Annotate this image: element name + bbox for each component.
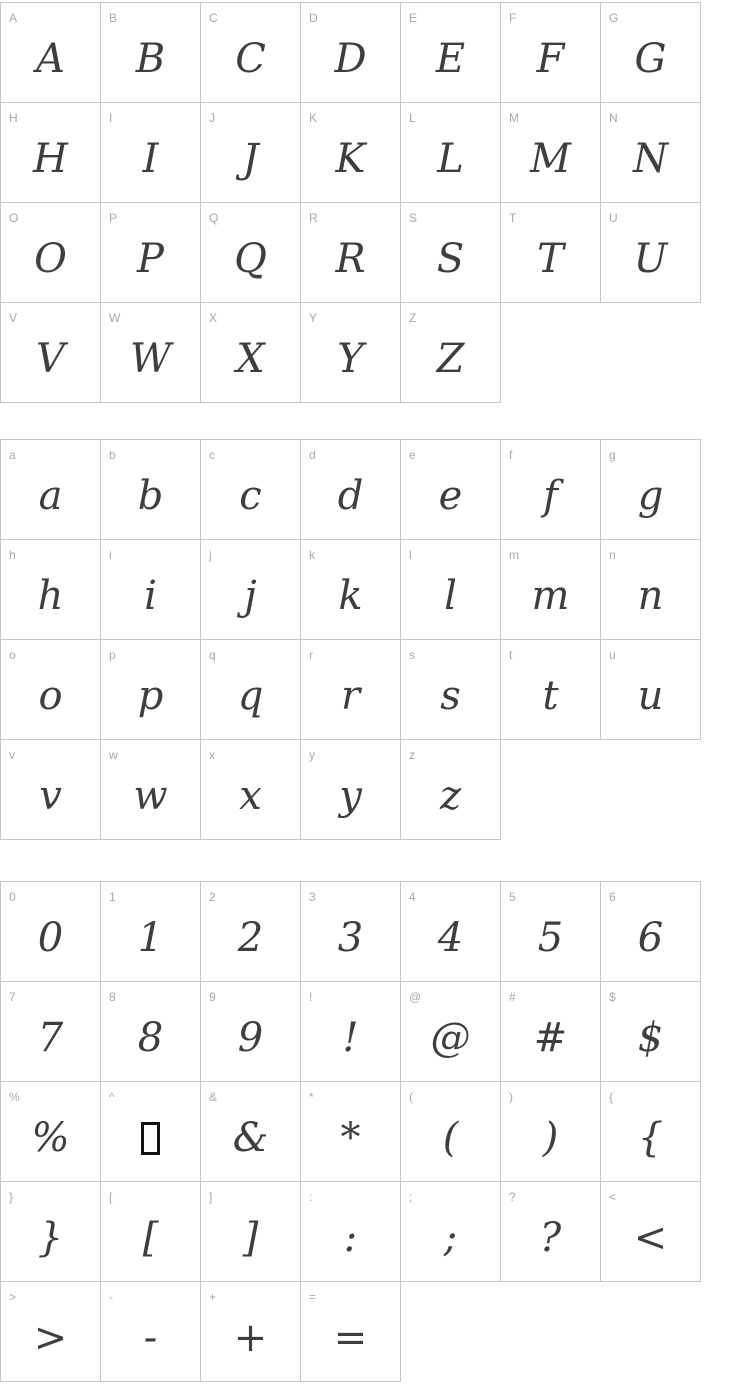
cell-glyph: J <box>242 135 259 182</box>
cell-label: 3 <box>309 890 316 904</box>
glyph-cell <box>401 3 501 103</box>
glyph-row <box>1 1082 701 1182</box>
glyph-cell <box>101 203 201 303</box>
cell-label: ( <box>409 1090 413 1104</box>
glyph-cell <box>301 1182 401 1282</box>
glyph-cell <box>301 1282 401 1382</box>
cell-label: b <box>109 448 116 462</box>
cell-glyph: C <box>235 35 266 82</box>
cell-glyph: ? <box>539 1214 562 1261</box>
cell-glyph: S <box>436 235 465 282</box>
cell-label: H <box>9 111 18 125</box>
glyph-cell <box>201 740 301 840</box>
glyph-cell <box>101 1082 201 1182</box>
glyph-cell <box>1 1282 101 1382</box>
glyph-cell <box>1 982 101 1082</box>
glyph-cell <box>1 303 101 403</box>
cell-glyph: u <box>637 672 664 719</box>
cell-label: v <box>9 748 15 762</box>
missing-glyph-box <box>141 1122 160 1155</box>
glyph-cell <box>1 103 101 203</box>
cell-glyph: D <box>334 35 367 82</box>
cell-label: G <box>609 11 619 25</box>
cell-glyph: E <box>435 35 466 82</box>
cell-label: 7 <box>9 990 16 1004</box>
glyph-cell <box>201 3 301 103</box>
glyph-cell <box>201 882 301 982</box>
cell-label: W <box>109 311 121 325</box>
cell-glyph: e <box>438 472 463 519</box>
cell-label: V <box>9 311 18 325</box>
cell-label: t <box>509 648 513 662</box>
cell-label: z <box>409 748 415 762</box>
cell-glyph: r <box>340 672 361 719</box>
cell-label: # <box>509 990 516 1004</box>
cell-glyph: F <box>536 35 565 82</box>
cell-glyph: t <box>542 672 559 719</box>
cell-label: 4 <box>409 890 416 904</box>
glyph-cell <box>1 1182 101 1282</box>
glyph-cell <box>601 882 701 982</box>
glyph-block-lowercase-letters <box>0 439 701 840</box>
cell-label: n <box>609 548 616 562</box>
glyph-cell <box>401 882 501 982</box>
cell-label: d <box>309 448 316 462</box>
glyph-cell <box>101 1182 201 1282</box>
cell-label: S <box>409 211 418 225</box>
cell-label: a <box>9 448 16 462</box>
cell-label: Z <box>409 311 417 325</box>
glyph-cell <box>1 1082 101 1182</box>
cell-glyph: R <box>335 235 366 282</box>
cell-glyph: P <box>137 235 164 282</box>
glyph-cell <box>301 640 401 740</box>
cell-label: P <box>109 211 118 225</box>
cell-glyph: m <box>531 572 570 619</box>
glyph-cell <box>101 540 201 640</box>
glyph-cell <box>201 303 301 403</box>
cell-label: * <box>309 1090 314 1104</box>
glyph-row <box>1 1282 701 1382</box>
cell-label: k <box>309 548 315 562</box>
cell-label: < <box>609 1190 617 1204</box>
glyph-cell <box>101 1282 201 1382</box>
cell-label: K <box>309 111 318 125</box>
cell-label: + <box>209 1290 217 1304</box>
cell-glyph: I <box>142 135 159 182</box>
cell-label: { <box>609 1090 614 1104</box>
cell-label: & <box>209 1090 218 1104</box>
glyph-cell <box>401 540 501 640</box>
cell-label: J <box>209 111 215 125</box>
cell-glyph: K <box>335 135 366 182</box>
cell-label: ) <box>509 1090 513 1104</box>
cell-label: 9 <box>209 990 216 1004</box>
cell-glyph: s <box>440 672 461 719</box>
glyph-cell <box>1 203 101 303</box>
glyph-cell <box>501 1182 601 1282</box>
cell-glyph: G <box>634 35 667 82</box>
glyph-cell <box>601 640 701 740</box>
glyph-row <box>1 740 701 840</box>
cell-glyph: ! <box>342 1014 359 1061</box>
glyph-cell <box>601 982 701 1082</box>
cell-glyph: @ <box>430 1014 471 1061</box>
cell-glyph: U <box>633 235 668 282</box>
cell-label: s <box>409 648 415 662</box>
glyph-block-numbers-and-symbols <box>0 881 701 1382</box>
cell-label: R <box>309 211 318 225</box>
cell-label: p <box>109 648 116 662</box>
cell-label: q <box>209 648 216 662</box>
glyph-cell <box>1 882 101 982</box>
glyph-cell <box>301 540 401 640</box>
cell-glyph: 9 <box>237 1014 264 1061</box>
glyph-cell <box>301 982 401 1082</box>
cell-glyph: y <box>339 772 362 819</box>
cell-glyph: k <box>338 572 363 619</box>
cell-glyph: & <box>232 1114 269 1161</box>
glyph-cell <box>601 1082 701 1182</box>
cell-glyph: > <box>33 1314 68 1361</box>
cell-label: 6 <box>609 890 616 904</box>
cell-label: $ <box>609 990 616 1004</box>
cell-glyph <box>101 1082 200 1181</box>
cell-glyph: [ <box>142 1214 159 1261</box>
glyph-cell <box>501 440 601 540</box>
cell-label: > <box>9 1290 17 1304</box>
cell-label: F <box>509 11 517 25</box>
glyph-cell <box>201 982 301 1082</box>
cell-label: T <box>509 211 517 225</box>
cell-glyph: j <box>244 572 257 619</box>
glyph-cell <box>301 882 401 982</box>
glyph-cell <box>1 740 101 840</box>
glyph-cell <box>401 982 501 1082</box>
cell-label: X <box>209 311 218 325</box>
glyph-cell <box>301 440 401 540</box>
cell-glyph: X <box>236 335 265 382</box>
glyph-cell <box>301 740 401 840</box>
cell-glyph: h <box>37 572 64 619</box>
cell-glyph: 6 <box>637 914 664 961</box>
cell-label: c <box>209 448 215 462</box>
cell-label: 1 <box>109 890 116 904</box>
cell-label: e <box>409 448 416 462</box>
cell-label: 8 <box>109 990 116 1004</box>
cell-label: j <box>209 548 212 562</box>
glyph-cell <box>301 3 401 103</box>
cell-label: 2 <box>209 890 216 904</box>
cell-glyph: g <box>637 472 664 519</box>
cell-glyph: % <box>31 1114 70 1161</box>
cell-glyph: $ <box>637 1014 664 1061</box>
glyph-cell <box>201 1282 301 1382</box>
glyph-cell <box>101 982 201 1082</box>
cell-label: I <box>109 111 113 125</box>
glyph-cell <box>601 103 701 203</box>
cell-label: [ <box>109 1190 113 1204</box>
cell-glyph: L <box>437 135 464 182</box>
glyph-cell <box>601 203 701 303</box>
cell-label: E <box>409 11 418 25</box>
glyph-row <box>1 303 701 403</box>
glyph-row <box>1 3 701 103</box>
cell-glyph: ( <box>442 1114 459 1161</box>
cell-label: g <box>609 448 616 462</box>
glyph-cell <box>101 3 201 103</box>
cell-label: L <box>409 111 416 125</box>
cell-glyph: - <box>143 1314 158 1361</box>
glyph-cell <box>501 640 601 740</box>
glyph-cell <box>401 103 501 203</box>
cell-glyph: A <box>36 35 65 82</box>
glyph-cell <box>601 540 701 640</box>
glyph-cell <box>101 303 201 403</box>
glyph-row <box>1 982 701 1082</box>
cell-glyph: Y <box>337 335 364 382</box>
cell-label: M <box>509 111 519 125</box>
cell-glyph: ] <box>242 1214 259 1261</box>
cell-label: C <box>209 11 218 25</box>
cell-label: ^ <box>109 1090 115 1104</box>
cell-glyph: 0 <box>37 914 64 961</box>
cell-label: f <box>509 448 513 462</box>
cell-glyph: O <box>34 235 67 282</box>
cell-label: ! <box>309 990 313 1004</box>
glyph-cell <box>201 203 301 303</box>
cell-label: h <box>9 548 16 562</box>
glyph-cell <box>201 440 301 540</box>
cell-label: % <box>9 1090 20 1104</box>
cell-label: - <box>109 1290 113 1304</box>
glyph-cell <box>401 740 501 840</box>
cell-glyph: i <box>144 572 157 619</box>
cell-label: r <box>309 648 313 662</box>
cell-glyph: w <box>133 772 168 819</box>
cell-label: m <box>509 548 519 562</box>
glyph-cell <box>1 440 101 540</box>
glyph-cell <box>301 1082 401 1182</box>
cell-glyph: * <box>340 1114 361 1161</box>
cell-label: w <box>109 748 118 762</box>
glyph-cell <box>101 440 201 540</box>
glyph-cell <box>501 103 601 203</box>
glyph-row <box>1 1182 701 1282</box>
glyph-cell <box>201 1182 301 1282</box>
cell-glyph: ) <box>542 1114 559 1161</box>
cell-glyph: v <box>39 772 62 819</box>
cell-label: N <box>609 111 618 125</box>
cell-label: D <box>309 11 318 25</box>
cell-glyph: n <box>637 572 664 619</box>
glyph-row <box>1 440 701 540</box>
cell-label: 5 <box>509 890 516 904</box>
glyph-cell <box>201 540 301 640</box>
cell-glyph: = <box>333 1314 368 1361</box>
cell-glyph: b <box>137 472 164 519</box>
glyph-cell <box>301 203 401 303</box>
cell-label: l <box>409 548 412 562</box>
glyph-cell <box>501 540 601 640</box>
glyph-cell <box>201 1082 301 1182</box>
cell-label: Y <box>309 311 318 325</box>
glyph-cell <box>501 203 601 303</box>
glyph-cell <box>501 882 601 982</box>
glyph-cell <box>501 3 601 103</box>
cell-glyph: c <box>239 472 262 519</box>
cell-glyph: : <box>343 1214 358 1261</box>
glyph-cell <box>101 882 201 982</box>
cell-label: ; <box>409 1190 413 1204</box>
glyph-row <box>1 882 701 982</box>
glyph-cell <box>301 303 401 403</box>
cell-label: : <box>309 1190 313 1204</box>
glyph-cell <box>501 1082 601 1182</box>
glyph-cell <box>601 440 701 540</box>
glyph-cell <box>1 640 101 740</box>
cell-label: B <box>109 11 118 25</box>
cell-glyph: z <box>439 772 462 819</box>
cell-glyph: } <box>37 1214 64 1261</box>
cell-glyph: 7 <box>37 1014 64 1061</box>
cell-label: u <box>609 648 616 662</box>
glyph-cell <box>201 103 301 203</box>
cell-label: A <box>9 11 18 25</box>
cell-glyph: f <box>543 472 558 519</box>
cell-glyph: 1 <box>137 914 164 961</box>
cell-label: x <box>209 748 215 762</box>
cell-glyph: W <box>129 335 172 382</box>
glyph-cell <box>401 1182 501 1282</box>
cell-glyph: d <box>337 472 364 519</box>
glyph-cell <box>401 1082 501 1182</box>
glyph-cell <box>1 540 101 640</box>
cell-label: Q <box>209 211 219 225</box>
glyph-cell <box>201 640 301 740</box>
cell-glyph: ; <box>443 1214 458 1261</box>
cell-glyph: o <box>38 672 63 719</box>
cell-glyph: T <box>537 235 564 282</box>
cell-glyph: H <box>33 135 68 182</box>
cell-label: U <box>609 211 618 225</box>
cell-label: = <box>309 1290 317 1304</box>
glyph-row <box>1 540 701 640</box>
glyph-cell <box>1 3 101 103</box>
glyph-cell <box>401 440 501 540</box>
glyph-cell <box>601 3 701 103</box>
cell-glyph: V <box>36 335 65 382</box>
cell-label: ? <box>509 1190 516 1204</box>
glyph-cell <box>101 740 201 840</box>
cell-glyph: Q <box>234 235 267 282</box>
glyph-row <box>1 640 701 740</box>
cell-glyph: q <box>237 672 264 719</box>
cell-glyph: Z <box>436 335 465 382</box>
glyph-row <box>1 103 701 203</box>
glyph-cell <box>101 103 201 203</box>
cell-label: y <box>309 748 315 762</box>
cell-label: O <box>9 211 19 225</box>
cell-glyph: + <box>233 1314 268 1361</box>
glyph-row <box>1 203 701 303</box>
cell-glyph: # <box>533 1014 568 1061</box>
cell-label: o <box>9 648 16 662</box>
cell-glyph: N <box>633 135 668 182</box>
glyph-cell <box>501 982 601 1082</box>
cell-label: } <box>9 1190 14 1204</box>
cell-glyph: 5 <box>537 914 564 961</box>
cell-glyph: x <box>239 772 262 819</box>
cell-glyph: { <box>637 1114 664 1161</box>
cell-glyph: 4 <box>437 914 464 961</box>
glyph-cell <box>401 203 501 303</box>
cell-label: ] <box>209 1190 213 1204</box>
glyph-cell <box>101 640 201 740</box>
cell-glyph: 3 <box>337 914 364 961</box>
cell-glyph: a <box>38 472 63 519</box>
glyph-block-uppercase-letters <box>0 2 701 403</box>
cell-glyph: p <box>137 672 164 719</box>
cell-glyph: 8 <box>137 1014 164 1061</box>
glyph-cell <box>401 303 501 403</box>
cell-glyph: B <box>135 35 166 82</box>
cell-glyph: 2 <box>237 914 264 961</box>
cell-label: @ <box>409 990 422 1004</box>
glyph-cell <box>301 103 401 203</box>
cell-glyph: < <box>633 1214 668 1261</box>
glyph-cell <box>601 1182 701 1282</box>
cell-glyph: l <box>444 572 457 619</box>
cell-label: 0 <box>9 890 16 904</box>
glyph-cell <box>401 640 501 740</box>
cell-label: i <box>109 548 112 562</box>
cell-glyph: M <box>530 135 571 182</box>
